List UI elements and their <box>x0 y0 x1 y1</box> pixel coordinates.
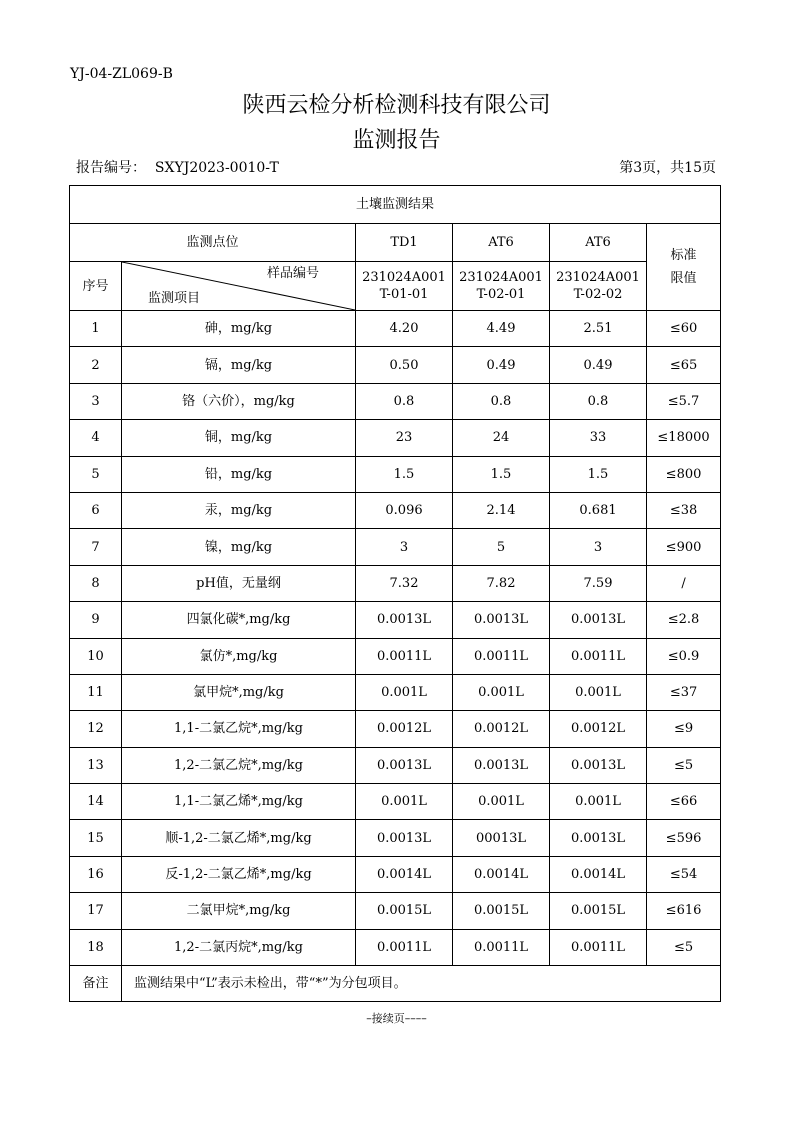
row-no: 14 <box>70 784 122 820</box>
row-item: 氯甲烷*,mg/kg <box>122 674 356 710</box>
sample-2-line-1: 231024A001 <box>459 270 543 285</box>
sample-1-line-2: T-01-01 <box>379 287 429 302</box>
sample-1-line-1: 231024A001 <box>362 270 446 285</box>
sample-3-line-1: 231024A001 <box>556 270 640 285</box>
row-value-2: 0.0011L <box>453 929 550 965</box>
row-value-2: 0.8 <box>453 383 550 419</box>
row-value-2: 0.0014L <box>453 856 550 892</box>
row-limit: ≤38 <box>647 492 721 528</box>
row-no: 16 <box>70 856 122 892</box>
row-value-3: 0.0012L <box>550 711 647 747</box>
row-limit: ≤5.7 <box>647 383 721 419</box>
row-value-1: 0.0013L <box>356 820 453 856</box>
diagonal-header-cell <box>122 262 356 311</box>
row-value-2: 7.82 <box>453 565 550 601</box>
row-no: 13 <box>70 747 122 783</box>
standard-label-2: 限值 <box>670 271 697 286</box>
table-row <box>70 602 721 638</box>
sample-2 <box>453 262 550 311</box>
row-value-3: 0.0013L <box>550 820 647 856</box>
table-caption: 土壤监测结果 <box>70 186 721 224</box>
row-limit: ≤5 <box>647 747 721 783</box>
row-no: 3 <box>70 383 122 419</box>
row-no: 1 <box>70 311 122 347</box>
row-value-3: 0.0013L <box>550 602 647 638</box>
row-value-2: 2.14 <box>453 492 550 528</box>
row-value-1: 0.0014L <box>356 856 453 892</box>
row-value-3: 0.8 <box>550 383 647 419</box>
table-row <box>70 820 721 856</box>
row-item: 铬（六价），mg/kg <box>122 383 356 419</box>
row-limit: ≤60 <box>647 311 721 347</box>
row-value-3: 0.0015L <box>550 893 647 929</box>
row-item: 1,2-二氯乙烷*,mg/kg <box>122 747 356 783</box>
table-row <box>70 638 721 674</box>
row-limit: ≤0.9 <box>647 638 721 674</box>
row-no: 4 <box>70 420 122 456</box>
row-value-3: 0.001L <box>550 674 647 710</box>
row-value-1: 23 <box>356 420 453 456</box>
row-value-3: 0.681 <box>550 492 647 528</box>
row-limit: ≤596 <box>647 820 721 856</box>
report-title: 监测报告 <box>352 128 441 153</box>
table-row <box>70 893 721 929</box>
row-limit: ≤66 <box>647 784 721 820</box>
continued-page-mark: –接续页–––– <box>366 1012 427 1025</box>
point-3: AT6 <box>550 224 647 262</box>
point-label: 监测点位 <box>70 224 356 262</box>
row-value-2: 0.0011L <box>453 638 550 674</box>
table-row <box>70 747 721 783</box>
table-row <box>70 529 721 565</box>
row-value-2: 4.49 <box>453 311 550 347</box>
sample-1 <box>356 262 453 311</box>
item-label: 监测项目 <box>148 291 201 306</box>
row-value-3: 0.0011L <box>550 638 647 674</box>
row-value-3: 1.5 <box>550 456 647 492</box>
row-value-1: 1.5 <box>356 456 453 492</box>
row-item: 四氯化碳*,mg/kg <box>122 602 356 638</box>
row-value-2: 00013L <box>453 820 550 856</box>
row-value-3: 0.0013L <box>550 747 647 783</box>
point-2: AT6 <box>453 224 550 262</box>
row-limit: ≤65 <box>647 347 721 383</box>
document-code: YJ-04-ZL069-B <box>70 66 173 82</box>
row-no: 6 <box>70 492 122 528</box>
table-row <box>70 711 721 747</box>
row-limit: ≤900 <box>647 529 721 565</box>
row-value-1: 7.32 <box>356 565 453 601</box>
row-value-3: 3 <box>550 529 647 565</box>
sample-3-line-2: T-02-02 <box>573 287 623 302</box>
row-item: 镉，mg/kg <box>122 347 356 383</box>
row-limit: ≤54 <box>647 856 721 892</box>
row-value-1: 3 <box>356 529 453 565</box>
row-value-3: 7.59 <box>550 565 647 601</box>
row-value-1: 0.8 <box>356 383 453 419</box>
soil-results-table <box>69 185 721 1002</box>
row-value-2: 0.0015L <box>453 893 550 929</box>
row-item: 镍，mg/kg <box>122 529 356 565</box>
row-value-2: 1.5 <box>453 456 550 492</box>
row-value-1: 0.0011L <box>356 638 453 674</box>
row-value-3: 0.0014L <box>550 856 647 892</box>
row-value-2: 0.49 <box>453 347 550 383</box>
row-item: 二氯甲烷*,mg/kg <box>122 893 356 929</box>
row-item: 汞，mg/kg <box>122 492 356 528</box>
report-number-value: SXYJ2023-0010-T <box>154 160 279 176</box>
row-value-2: 0.0013L <box>453 602 550 638</box>
row-item: 氯仿*,mg/kg <box>122 638 356 674</box>
row-value-3: 2.51 <box>550 311 647 347</box>
report-number <box>76 157 279 177</box>
sample-3 <box>550 262 647 311</box>
row-value-1: 0.0012L <box>356 711 453 747</box>
table-row <box>70 565 721 601</box>
row-item: 反-1,2-二氯乙烯*,mg/kg <box>122 856 356 892</box>
table-row <box>70 347 721 383</box>
row-limit: / <box>647 565 721 601</box>
note-row <box>70 966 721 1002</box>
row-no: 18 <box>70 929 122 965</box>
note-label: 备注 <box>70 966 122 1002</box>
row-value-1: 0.0013L <box>356 602 453 638</box>
row-value-1: 4.20 <box>356 311 453 347</box>
table-row <box>70 784 721 820</box>
row-value-1: 0.001L <box>356 674 453 710</box>
row-item: 1,1-二氯乙烯*,mg/kg <box>122 784 356 820</box>
table-row <box>70 383 721 419</box>
table-row <box>70 492 721 528</box>
row-limit: ≤9 <box>647 711 721 747</box>
row-value-3: 33 <box>550 420 647 456</box>
row-value-2: 0.0012L <box>453 711 550 747</box>
row-value-2: 24 <box>453 420 550 456</box>
row-value-3: 0.49 <box>550 347 647 383</box>
row-no: 2 <box>70 347 122 383</box>
row-no: 17 <box>70 893 122 929</box>
row-item: 铅，mg/kg <box>122 456 356 492</box>
row-no: 12 <box>70 711 122 747</box>
row-item: pH值，无量纲 <box>122 565 356 601</box>
standard-label-1: 标准 <box>670 248 697 263</box>
row-item: 砷，mg/kg <box>122 311 356 347</box>
page-info: 第3页，共15页 <box>619 160 716 176</box>
row-item: 铜，mg/kg <box>122 420 356 456</box>
row-limit: ≤2.8 <box>647 602 721 638</box>
row-value-2: 0.0013L <box>453 747 550 783</box>
table-row <box>70 311 721 347</box>
row-item: 1,1-二氯乙烷*,mg/kg <box>122 711 356 747</box>
report-number-label: 报告编号： <box>76 160 146 176</box>
row-value-2: 0.001L <box>453 784 550 820</box>
sample-2-line-2: T-02-01 <box>476 287 526 302</box>
table-row <box>70 456 721 492</box>
table-row <box>70 420 721 456</box>
row-value-2: 0.001L <box>453 674 550 710</box>
sample-no-label: 样品编号 <box>266 266 319 281</box>
note-text: 监测结果中“L”表示未检出，带“*”为分包项目。 <box>122 966 721 1002</box>
row-limit: ≤18000 <box>647 420 721 456</box>
row-no: 11 <box>70 674 122 710</box>
row-value-1: 0.096 <box>356 492 453 528</box>
row-limit: ≤37 <box>647 674 721 710</box>
table-row <box>70 856 721 892</box>
row-value-1: 0.0011L <box>356 929 453 965</box>
row-item: 顺-1,2-二氯乙烯*,mg/kg <box>122 820 356 856</box>
row-limit: ≤5 <box>647 929 721 965</box>
row-no: 15 <box>70 820 122 856</box>
row-value-3: 0.001L <box>550 784 647 820</box>
row-no: 7 <box>70 529 122 565</box>
row-no: 5 <box>70 456 122 492</box>
row-value-1: 0.0015L <box>356 893 453 929</box>
table-row <box>70 929 721 965</box>
row-value-3: 0.0011L <box>550 929 647 965</box>
row-limit: ≤800 <box>647 456 721 492</box>
row-no: 8 <box>70 565 122 601</box>
row-no: 9 <box>70 602 122 638</box>
row-item: 1,2-二氯丙烷*,mg/kg <box>122 929 356 965</box>
row-no: 10 <box>70 638 122 674</box>
row-value-1: 0.50 <box>356 347 453 383</box>
standard-limit-header <box>647 224 721 311</box>
table-row <box>70 674 721 710</box>
row-limit: ≤616 <box>647 893 721 929</box>
company-name: 陕西云检分析检测科技有限公司 <box>242 93 551 118</box>
seq-label: 序号 <box>70 262 122 311</box>
row-value-2: 5 <box>453 529 550 565</box>
point-1: TD1 <box>356 224 453 262</box>
row-value-1: 0.0013L <box>356 747 453 783</box>
row-value-1: 0.001L <box>356 784 453 820</box>
